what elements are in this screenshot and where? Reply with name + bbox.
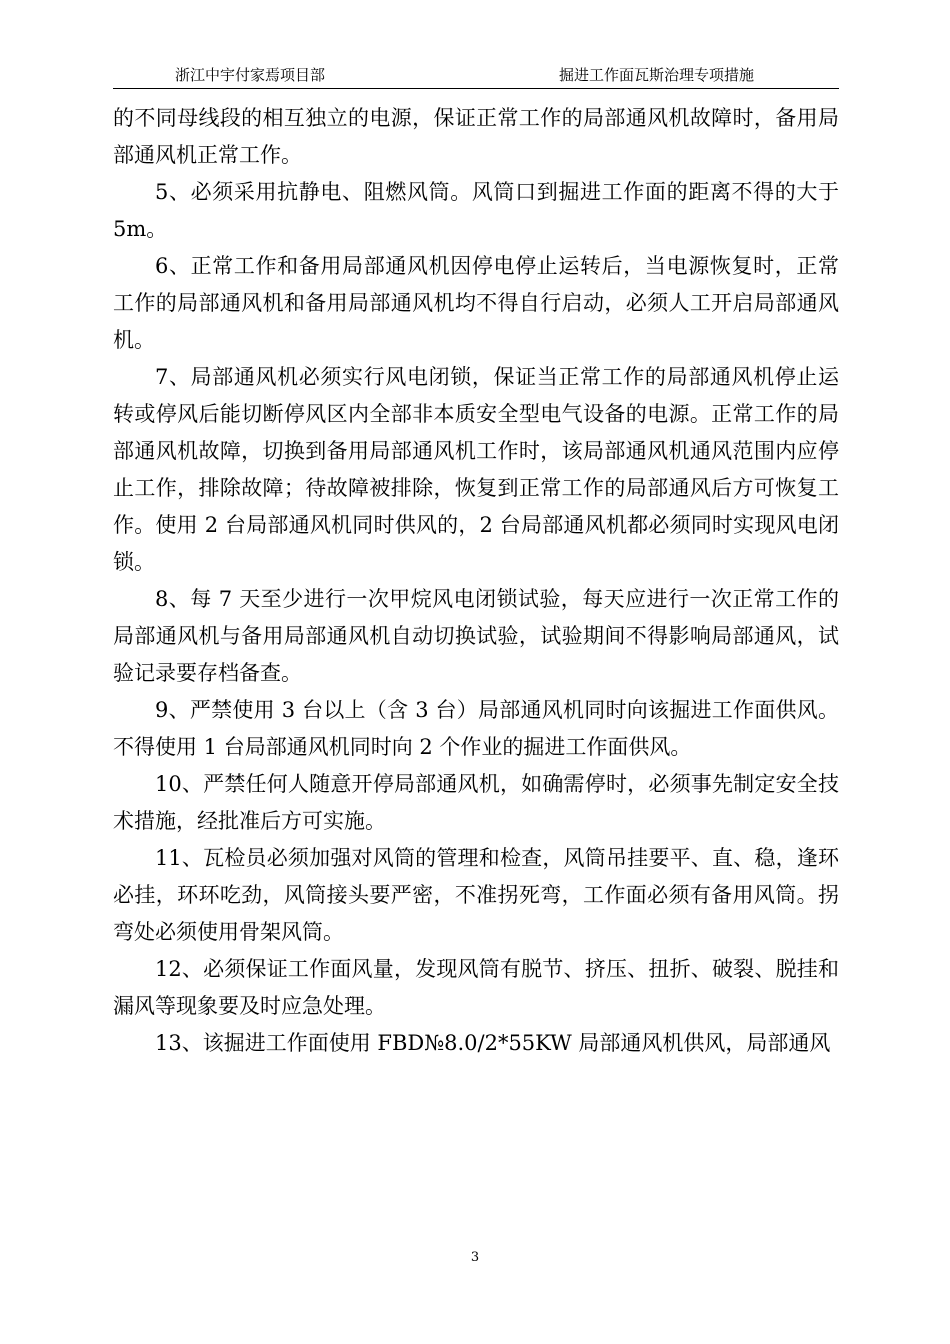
paragraph-item-5: 5、必须采用抗静电、阻燃风筒。风筒口到掘进工作面的距离不得的大于 5m。 xyxy=(113,180,839,241)
document-body xyxy=(113,100,839,1062)
paragraph-continuation: 的不同母线段的相互独立的电源，保证正常工作的局部通风机故障时，备用局部通风机正常工作。 xyxy=(113,106,839,167)
paragraph-item-6: 6、正常工作和备用局部通风机因停电停止运转后，当电源恢复时，正常工作的局部通风机和备用局部通风机均不得自行启动，必须人工开启局部通风机。 xyxy=(113,254,839,352)
header-project-name: 浙江中宇付家焉项目部 xyxy=(175,66,326,84)
header-document-title: 掘进工作面瓦斯治理专项措施 xyxy=(559,66,755,84)
paragraph-item-11: 11、瓦检员必须加强对风筒的管理和检查，风筒吊挂要平、直、稳，逢环必挂，环环吃劲，风筒接头要严密，不准拐死弯，工作面必须有备用风筒。拐弯处必须使用骨架风筒。 xyxy=(113,846,839,944)
paragraph-item-9: 9、严禁使用 3 台以上（含 3 台）局部通风机同时向该掘进工作面供风。不得使用 1 台局部通风机同时向 2 个作业的掘进工作面供风。 xyxy=(113,698,839,759)
page-header xyxy=(113,62,839,89)
paragraph-item-7: 7、局部通风机必须实行风电闭锁，保证当正常工作的局部通风机停止运转或停风后能切断停风区内全部非本质安全型电气设备的电源。正常工作的局部通风机故障，切换到备用局部通风机工作时，该局部通风机通风范围内应停止工作，排除故障；待故障被排除，恢复到正常工作的局部通风后方可恢复工作。使用 2 台局部通风机同时供风的，2 台局部通风机都必须同时实现风电闭锁。 xyxy=(113,365,839,574)
page-number: 3 xyxy=(470,1250,480,1265)
paragraph-item-8: 8、每 7 天至少进行一次甲烷风电闭锁试验，每天应进行一次正常工作的局部通风机与备用局部通风机自动切换试验，试验期间不得影响局部通风，试验记录要存档备查。 xyxy=(113,587,839,685)
paragraph-item-12: 12、必须保证工作面风量，发现风筒有脱节、挤压、扭折、破裂、脱挂和漏风等现象要及时应急处理。 xyxy=(113,957,839,1018)
paragraph-item-13: 13、该掘进工作面使用 FBD№8.0/2*55KW 局部通风机供风，局部通风 xyxy=(155,1031,831,1055)
paragraph-item-10: 10、严禁任何人随意开停局部通风机，如确需停时，必须事先制定安全技术措施，经批准后方可实施。 xyxy=(113,772,839,833)
